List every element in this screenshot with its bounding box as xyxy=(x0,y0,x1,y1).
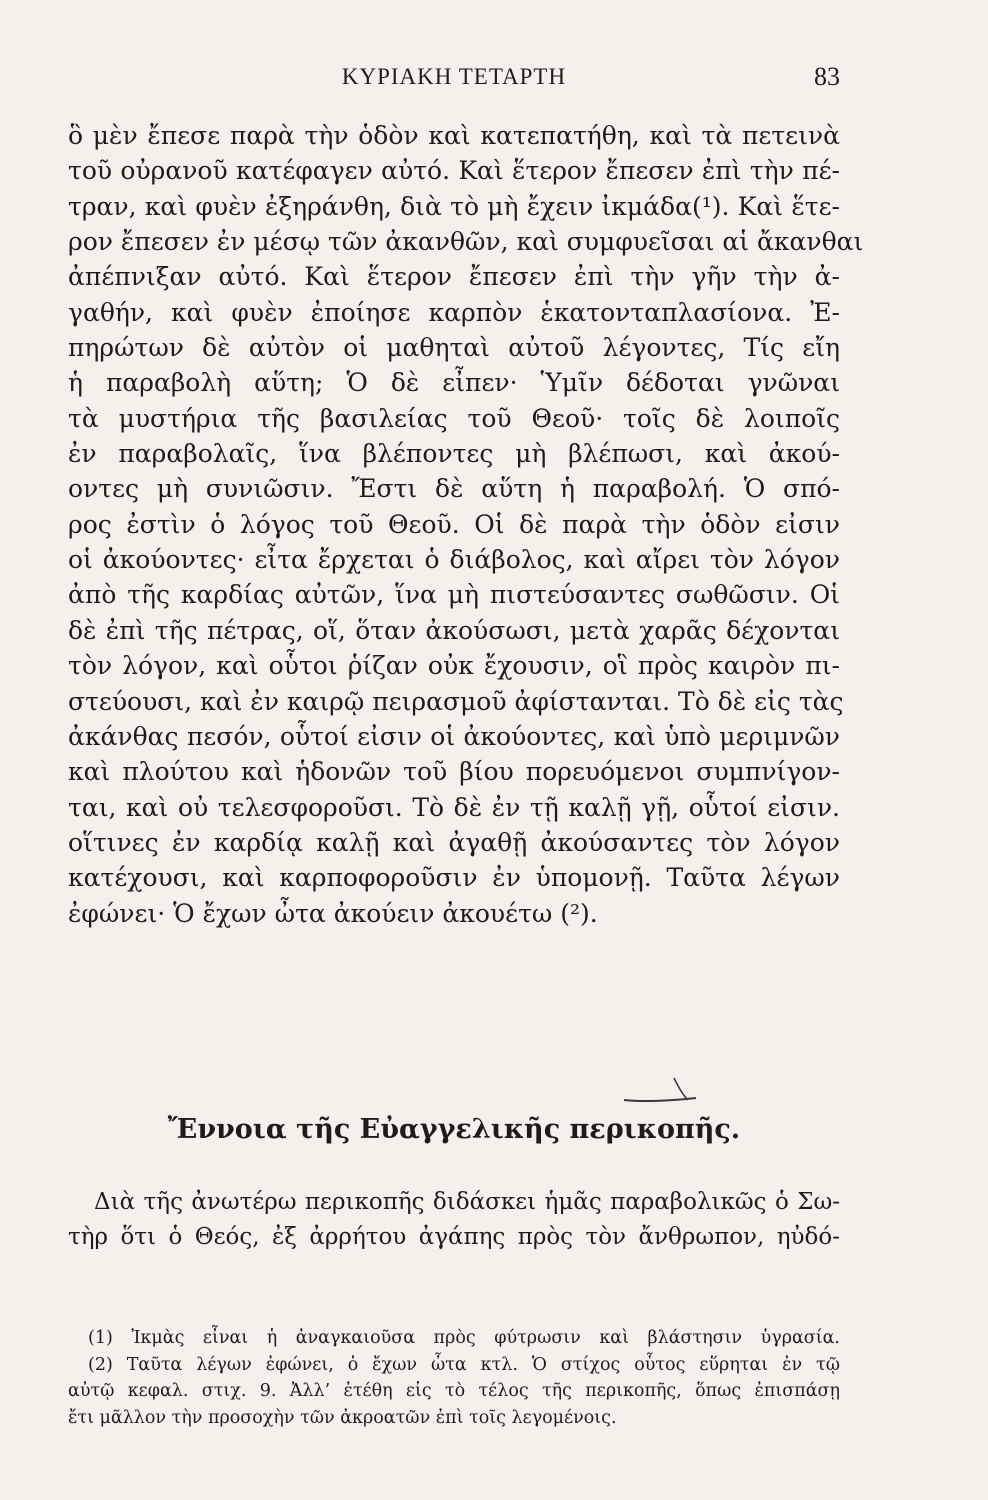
text-line: ὃ μὲν ἔπεσε παρὰ τὴν ὁδὸν καὶ κατεπατήθη, καὶ τὰ πετεινὰ xyxy=(68,121,840,150)
text-line: κατέχουσι, καὶ καρποφοροῦσιν ἐν ὑπομονῇ. Ταῦτα λέγων xyxy=(68,863,840,893)
text-line: ἡ παραβολὴ αὕτη; Ὁ δὲ εἶπεν· Ὑμῖν δέδοται γνῶναι xyxy=(68,368,840,398)
text-line: γαθήν, καὶ φυὲν ἐποίησε καρπὸν ἑκατονταπλασίονα. Ἐ- xyxy=(68,297,840,327)
text-line: τοῦ οὐρανοῦ κατέφαγεν αὐτό. Καὶ ἕτερον ἔπεσεν ἐπὶ τὴν πέ- xyxy=(68,156,840,186)
text-line: ἐν παραβολαῖς, ἵνα βλέποντες μὴ βλέπωσι, καὶ ἀκού- xyxy=(68,439,840,469)
text-line: δὲ ἐπὶ τῆς πέτρας, οἵ, ὅταν ἀκούσωσι, μετὰ χαρᾶς δέχονται xyxy=(68,615,840,645)
footnote-line: ἔτι μᾶλλον τὴν προσοχὴν τῶν ἀκροατῶν ἐπὶ τοῖς λεγομένοις. xyxy=(68,1407,617,1428)
text-line: τὴρ ὅτι ὁ Θεός, ἐξ ἀρρήτου ἀγάπης πρὸς τὸν ἄνθρωπον, ηὐδό- xyxy=(68,1224,840,1250)
page-number: 83 xyxy=(814,62,840,91)
text-line: ρος ἐστὶν ὁ λόγος τοῦ Θεοῦ. Οἱ δὲ παρὰ τὴν ὁδὸν εἰσιν xyxy=(68,509,840,539)
text-line: ἀπὸ τῆς καρδίας αὐτῶν, ἵνα μὴ πιστεύσαντες σωθῶσιν. Οἱ xyxy=(68,580,840,610)
pencil-mark xyxy=(622,1076,698,1106)
text-line: ἐφώνει· Ὁ ἔχων ὦτα ἀκούειν ἀκουέτω (²). xyxy=(68,898,598,928)
text-line: Διὰ τῆς ἀνωτέρω περικοπῆς διδάσκει ἡμᾶς παραβολικῶς ὁ Σω- xyxy=(94,1189,840,1215)
text-line: τὰ μυστήρια τῆς βασιλείας τοῦ Θεοῦ· τοῖς δὲ λοιποῖς xyxy=(68,403,840,433)
text-line: τὸν λόγον, καὶ οὗτοι ῥίζαν οὐκ ἔχουσιν, οἳ πρὸς καιρὸν πι- xyxy=(68,651,840,681)
text-line: πηρώτων δὲ αὐτὸν οἱ μαθηταὶ αὐτοῦ λέγοντες, Τίς εἴη xyxy=(68,333,840,363)
text-line: ρον ἔπεσεν ἐν μέσῳ τῶν ἀκανθῶν, καὶ συμφυεῖσαι αἱ ἄκανθαι xyxy=(68,227,864,257)
footnote-line: (2) Ταῦτα λέγων ἐφώνει, ὁ ἔχων ὦτα κτλ. Ὁ στίχος οὗτος εὕρηται ἐν τῷ xyxy=(88,1354,840,1375)
footnote-line: αὐτῷ κεφαλ. στιχ. 9. Ἀλλ’ ἐτέθη εἰς τὸ τέλος τῆς περικοπῆς, ὅπως ἐπισπάσῃ xyxy=(68,1381,840,1401)
footnotes xyxy=(68,1325,840,1431)
gospel-text xyxy=(68,118,864,931)
section-heading: Ἔννοια τῆς Εὐαγγελικῆς περικοπῆς. xyxy=(167,1114,741,1145)
text-line: ἀπέπνιξαν αὐτό. Καὶ ἕτερον ἔπεσεν ἐπὶ τὴν γῆν τὴν ἀ- xyxy=(68,262,840,292)
text-line: ται, καὶ οὐ τελεσφοροῦσι. Τὸ δὲ ἐν τῇ καλῇ γῇ, οὗτοί εἰσιν. xyxy=(68,792,840,822)
footnote-line: (1) Ἰκμὰς εἶναι ἡ ἀναγκαιοῦσα πρὸς φύτρωσιν καὶ βλάστησιν ὑγρασία. xyxy=(88,1328,840,1348)
running-header xyxy=(68,60,840,100)
text-line: οἱ ἀκούοντες· εἶτα ἔρχεται ὁ διάβολος, καὶ αἴρει τὸν λόγον xyxy=(68,545,840,575)
text-line: οἵτινες ἐν καρδίᾳ καλῇ καὶ ἀγαθῇ ἀκούσαντες τὸν λόγον xyxy=(68,827,840,857)
text-line: καὶ πλούτου καὶ ἡδονῶν τοῦ βίου πορευόμενοι συμπνίγον- xyxy=(68,757,840,787)
text-line: οντες μὴ συνιῶσιν. Ἔστι δὲ αὕτη ἡ παραβολή. Ὁ σπό- xyxy=(68,474,840,504)
text-line: στεύουσι, καὶ ἐν καιρῷ πειρασμοῦ ἀφίστανται. Τὸ δὲ εἰς τὰς xyxy=(68,686,844,716)
commentary-text xyxy=(68,1185,840,1255)
running-title: ΚΥΡΙΑΚΗ ΤΕΤΑΡΤΗ xyxy=(341,64,567,89)
text-line: τραν, καὶ φυὲν ἐξηράνθη, διὰ τὸ μὴ ἔχειν ἰκμάδα(¹). Καὶ ἕτε- xyxy=(68,191,840,221)
text-line: ἀκάνθας πεσόν, οὗτοί εἰσιν οἱ ἀκούοντες, καὶ ὑπὸ μεριμνῶν xyxy=(68,721,840,751)
